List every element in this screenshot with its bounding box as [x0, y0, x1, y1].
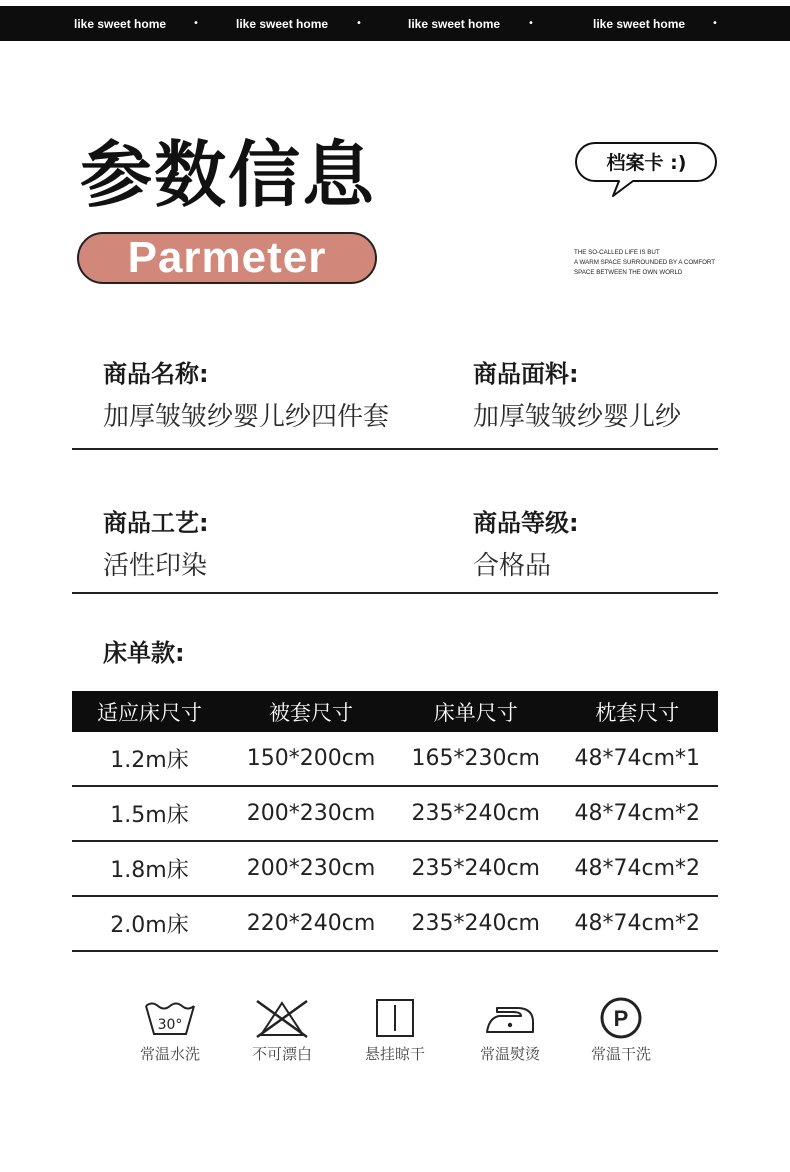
dry-clean-letter: P: [613, 1006, 629, 1031]
product-craft: [103, 503, 209, 582]
care-label: 常温干洗: [590, 1045, 651, 1063]
table-cell: 1.5m床: [72, 786, 227, 841]
title-pill: [77, 232, 377, 284]
banner-text: like sweet home: [236, 16, 329, 31]
product-craft-label: 商品工艺:: [103, 509, 209, 537]
divider: [72, 448, 718, 450]
care-item-no-bleach: [227, 995, 337, 1064]
no-bleach-icon: [227, 995, 337, 1041]
product-name-value: 加厚皱皱纱婴儿纱四件套: [103, 402, 390, 432]
product-name: [103, 354, 389, 433]
table-header: 适应床尺寸: [72, 691, 227, 732]
table-header: 枕套尺寸: [556, 691, 718, 732]
table-cell: 235*240cm: [395, 786, 557, 841]
product-grade-label: 商品等级:: [473, 509, 579, 537]
banner-dot: •: [356, 18, 362, 29]
table-cell: 150*200cm: [227, 732, 395, 786]
product-name-label: 商品名称:: [103, 360, 209, 388]
table-row: [72, 841, 718, 896]
speech-bubble: [575, 142, 718, 182]
tagline-line: A WARM SPACE SURROUNDED BY A COMFORT: [574, 259, 716, 266]
banner-text: like sweet home: [408, 16, 501, 31]
wash-temp: 30°: [157, 1017, 183, 1033]
table-cell: 165*230cm: [395, 732, 557, 786]
product-fabric: [473, 354, 681, 433]
table-header-row: [72, 691, 718, 732]
care-item-iron: [455, 995, 565, 1064]
care-label: 悬挂晾干: [364, 1045, 425, 1063]
care-label: 不可漂白: [251, 1045, 312, 1063]
table-cell: 48*74cm*2: [556, 786, 718, 841]
table-cell: 235*240cm: [395, 841, 557, 896]
page-title: 参数信息: [80, 133, 377, 217]
page-subtitle: Parmeter: [127, 233, 327, 282]
table-header: 被套尺寸: [227, 691, 395, 732]
banner-dot: •: [528, 18, 534, 29]
table-cell: 2.0m床: [72, 896, 227, 951]
banner-dot: •: [712, 18, 718, 29]
table-row: [72, 786, 718, 841]
table-cell: 48*74cm*1: [556, 732, 718, 786]
hang-dry-icon: [340, 995, 450, 1041]
banner-dot: •: [193, 18, 199, 29]
section-title: 床单款:: [103, 639, 185, 667]
dry-clean-p-icon: [566, 995, 676, 1041]
table-cell: 200*230cm: [227, 786, 395, 841]
product-fabric-label: 商品面料:: [473, 360, 579, 388]
care-item-dry-clean: [566, 995, 676, 1064]
wash-30-icon: [115, 995, 225, 1041]
table-cell: 48*74cm*2: [556, 896, 718, 951]
table-cell: 235*240cm: [395, 896, 557, 951]
banner-text: like sweet home: [74, 16, 167, 31]
table-cell: 220*240cm: [227, 896, 395, 951]
product-grade: [473, 503, 579, 582]
table-cell: 200*230cm: [227, 841, 395, 896]
table-row: [72, 732, 718, 786]
product-fabric-value: 加厚皱皱纱婴儿纱: [473, 402, 682, 432]
iron-icon: [455, 995, 565, 1041]
tagline: [574, 248, 724, 278]
tagline-line: THE SO-CALLED LIFE IS BUT: [574, 249, 660, 256]
table-header: 床单尺寸: [395, 691, 557, 732]
size-table: [72, 691, 718, 952]
top-banner: [0, 6, 790, 41]
table-cell: 1.2m床: [72, 732, 227, 786]
tagline-line: SPACE BETWEEN THE OWN WORLD: [574, 269, 683, 276]
care-label: 常温水洗: [139, 1045, 200, 1063]
banner-text: like sweet home: [593, 16, 686, 31]
care-label: 常温熨烫: [479, 1045, 540, 1063]
bubble-label: 档案卡 :): [606, 151, 687, 174]
care-item-hang-dry: [340, 995, 450, 1064]
product-craft-value: 活性印染: [103, 551, 208, 581]
divider: [72, 592, 718, 594]
table-cell: 48*74cm*2: [556, 841, 718, 896]
care-item-wash: [115, 995, 225, 1064]
product-grade-value: 合格品: [473, 551, 552, 581]
table-cell: 1.8m床: [72, 841, 227, 896]
table-row: [72, 896, 718, 951]
